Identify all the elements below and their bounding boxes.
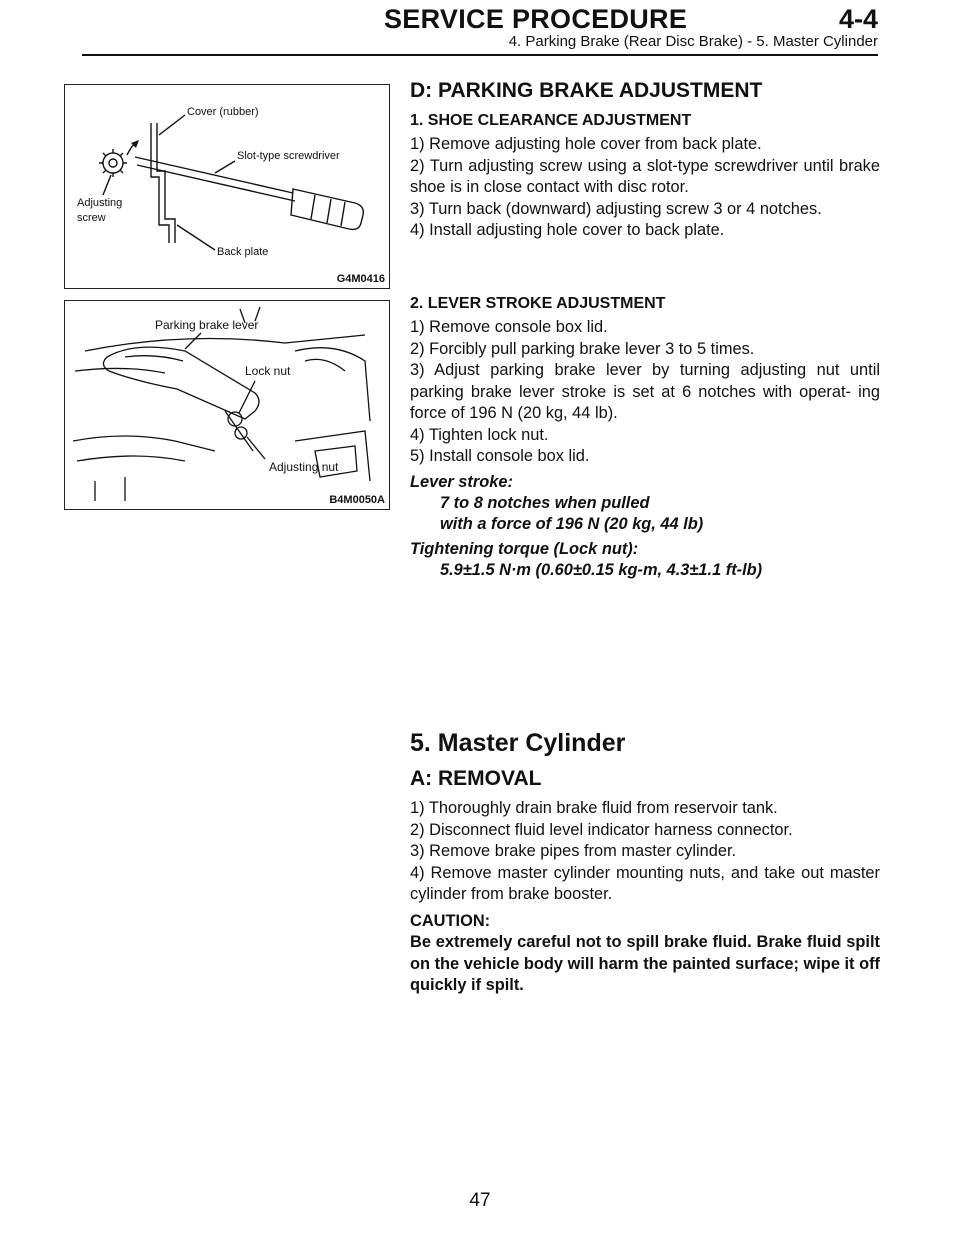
section-d-title: D: PARKING BRAKE ADJUSTMENT bbox=[410, 79, 763, 102]
lever-stroke-spec bbox=[410, 472, 880, 535]
lever-stroke-heading: 2. LEVER STROKE ADJUSTMENT bbox=[410, 295, 666, 312]
shoe-clearance-heading: 1. SHOE CLEARANCE ADJUSTMENT bbox=[410, 112, 692, 129]
spec-label: Tightening torque (Lock nut): bbox=[410, 539, 639, 558]
step: 3) Turn back (downward) adjusting screw 3 or 4 notches. bbox=[410, 199, 822, 218]
shoe-clearance-illustration bbox=[65, 85, 388, 287]
spec-value: 5.9±1.5 N·m (0.60±0.15 kg-m, 4.3±1.1 ft-lb) bbox=[440, 560, 763, 579]
torque-spec bbox=[410, 539, 880, 581]
label-adjusting-nut: Adjusting nut bbox=[269, 460, 339, 474]
label-adjusting-screw-2: screw bbox=[77, 212, 106, 224]
label-cover: Cover (rubber) bbox=[187, 106, 259, 118]
step: 4) Remove master cylinder mounting nuts, and take out master cylinder from brake booster. bbox=[410, 863, 880, 903]
figure-code: B4M0050A bbox=[329, 494, 385, 506]
lever-stroke-block bbox=[410, 294, 880, 581]
spec-value: with a force of 196 N (20 kg, 44 lb) bbox=[440, 514, 704, 533]
spec-value: 7 to 8 notches when pulled bbox=[440, 493, 650, 512]
step: 2) Disconnect fluid level indicator harness connector. bbox=[410, 820, 793, 839]
caution-block bbox=[410, 911, 880, 997]
label-screwdriver: Slot-type screwdriver bbox=[237, 150, 340, 162]
lever-stroke-steps bbox=[410, 317, 880, 468]
label-lock-nut: Lock nut bbox=[245, 364, 291, 378]
step: 5) Install console box lid. bbox=[410, 447, 590, 465]
section-d bbox=[410, 78, 880, 242]
page-number: 47 bbox=[469, 1190, 491, 1211]
step: 2) Forcibly pull parking brake lever 3 to 5 times. bbox=[410, 339, 755, 358]
step: 3) Remove brake pipes from master cylinder. bbox=[410, 842, 737, 860]
label-lever: Parking brake lever bbox=[155, 318, 259, 332]
section-code: 4-4 bbox=[838, 4, 878, 34]
label-adjusting-screw-1: Adjusting bbox=[77, 197, 123, 209]
step: 4) Install adjusting hole cover to back plate. bbox=[410, 221, 725, 239]
header-subtitle: 4. Parking Brake (Rear Disc Brake) - 5. Master Cylinder bbox=[508, 33, 878, 50]
chapter-master-cylinder bbox=[410, 728, 880, 997]
lever-stroke-illustration bbox=[65, 301, 388, 508]
step: 3) Adjust parking brake lever by turning adjusting nut until parking brake lever stroke is set at 6 notches with operat- ing force of 196 N (20 kg, 44 lb). bbox=[410, 361, 880, 422]
spec-label: Lever stroke: bbox=[410, 472, 513, 491]
label-back-plate: Back plate bbox=[217, 246, 269, 258]
chapter-title: 5. Master Cylinder bbox=[410, 729, 626, 757]
figure-code: G4M0416 bbox=[336, 273, 385, 285]
figure-shoe-clearance bbox=[64, 84, 390, 289]
step: 1) Remove adjusting hole cover from back plate. bbox=[410, 135, 762, 153]
step: 2) Turn adjusting screw using a slot-type screwdriver until brake shoe is in close contact with disc rotor. bbox=[410, 156, 880, 196]
step: 1) Remove console box lid. bbox=[410, 318, 608, 336]
header-title: SERVICE PROCEDURE bbox=[384, 4, 688, 34]
header-rule bbox=[82, 54, 878, 56]
step: 1) Thoroughly drain brake fluid from reservoir tank. bbox=[410, 799, 778, 817]
step: 4) Tighten lock nut. bbox=[410, 425, 549, 444]
removal-heading: A: REMOVAL bbox=[410, 767, 542, 790]
removal-steps bbox=[410, 798, 880, 906]
figure-lever-stroke bbox=[64, 300, 390, 510]
caution-text: Be extremely careful not to spill brake fluid. Brake fluid spilt on the vehicle body will harm the painted surface; wipe it off quickly if spilt. bbox=[410, 933, 880, 994]
caution-label: CAUTION: bbox=[410, 911, 491, 930]
shoe-clearance-steps bbox=[410, 134, 880, 242]
